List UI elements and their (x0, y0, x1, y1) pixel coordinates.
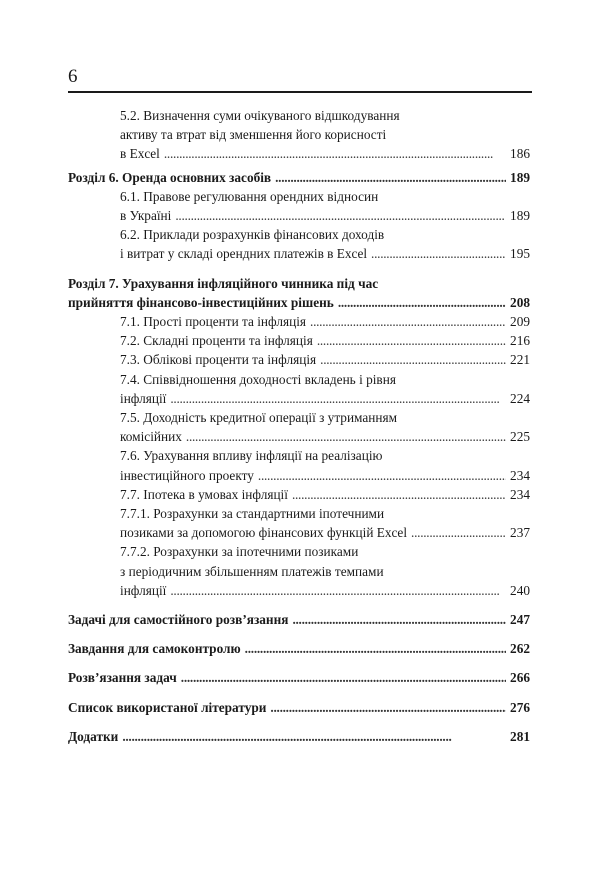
toc-entry-7-1[interactable] (68, 312, 530, 331)
toc-page-number: 266 (510, 670, 530, 686)
toc-page-number: 189 (510, 169, 530, 185)
toc-section-references[interactable] (68, 698, 530, 717)
dot-leader (164, 144, 506, 163)
toc-section-7[interactable] (68, 274, 530, 312)
toc-section-title: Розділ 6. Оренда основних засобів (68, 169, 272, 185)
toc-entry-6-1[interactable] (68, 187, 530, 225)
toc-page-number: 281 (510, 728, 530, 744)
header-rule (68, 91, 532, 93)
toc-page-number: 276 (510, 699, 530, 715)
dot-leader (170, 581, 506, 600)
table-of-contents (68, 106, 530, 746)
dot-leader (181, 668, 506, 687)
toc-page-number: 262 (510, 641, 530, 657)
toc-entry-text: з періодичним збільшенням платежів темпами (120, 563, 384, 579)
toc-entry-text: 7.1. Прості проценти та інфляція (120, 314, 307, 330)
toc-entry-text: 6.1. Правове регулювання орендних відносин (120, 188, 379, 204)
toc-section-title: Завдання для самоконтролю (68, 641, 241, 657)
toc-section-appendices[interactable] (68, 727, 530, 746)
toc-entry-6-2[interactable] (68, 225, 530, 263)
toc-entry-text: і витрат у складі орендних платежів в Excel (120, 246, 368, 262)
dot-leader (292, 610, 506, 629)
toc-entry-7-3[interactable] (68, 350, 530, 369)
toc-section-title: Задачі для самостійного розв’язання (68, 612, 289, 628)
toc-entry-text: інфляції (120, 582, 167, 598)
dot-leader (122, 727, 506, 746)
dot-leader (310, 312, 506, 331)
dot-leader (371, 244, 506, 263)
toc-entry-text: інфляції (120, 390, 167, 406)
toc-entry-7-7-1[interactable] (68, 504, 530, 542)
toc-entry-text: позиками за допомогою фінансових функцій Excel (120, 525, 408, 541)
toc-entry-7-4[interactable] (68, 370, 530, 408)
toc-section-title: Список використаної літератури (68, 699, 267, 715)
dot-leader (245, 639, 506, 658)
toc-page-number: 237 (510, 525, 530, 541)
toc-entry-text: 7.7.1. Розрахунки за стандартними іпотечними (120, 506, 385, 522)
toc-entry-text: комісійних (120, 429, 182, 445)
toc-page-number: 189 (510, 208, 530, 224)
toc-entry-text: 7.5. Доходність кредитної операції з утриманням (120, 410, 398, 426)
toc-entry-text: в Excel (120, 146, 160, 162)
toc-entry-text: в Україні (120, 208, 172, 224)
toc-entry-text: 6.2. Приклади розрахунків фінансових доходів (120, 227, 385, 243)
dot-leader (270, 698, 506, 717)
dot-leader (175, 206, 506, 225)
toc-page-number: 247 (510, 612, 530, 628)
toc-entry-text: 5.2. Визначення суми очікуваного відшкодування (120, 108, 400, 123)
toc-entry-7-7[interactable] (68, 485, 530, 504)
toc-page-number: 240 (510, 582, 530, 598)
toc-page-number: 216 (510, 333, 530, 349)
toc-section-solutions[interactable] (68, 668, 530, 687)
dot-leader (338, 293, 506, 312)
dot-leader (258, 466, 506, 485)
toc-section-title: Розділ 7. Урахування інфляційного чинника під час (68, 275, 379, 291)
toc-entry-text: 7.2. Складні проценти та інфляція (120, 333, 313, 349)
toc-entry-text: 7.3. Облікові проценти та інфляція (120, 352, 317, 368)
dot-leader (275, 168, 506, 187)
toc-page-number: 208 (510, 294, 530, 310)
toc-page-number: 234 (510, 486, 530, 502)
toc-section-title: Додатки (68, 728, 119, 744)
toc-entry-7-7-2[interactable] (68, 542, 530, 600)
toc-page-number: 209 (510, 314, 530, 330)
dot-leader (186, 427, 506, 446)
toc-entry-text: 7.6. Урахування впливу інфляції на реалізацію (120, 448, 383, 464)
toc-page-number: 221 (510, 352, 530, 368)
toc-page-number: 225 (510, 429, 530, 445)
toc-entry-text: інвестиційного проекту (120, 467, 254, 483)
toc-entry-text: 7.4. Співвідношення доходності вкладень і рівня (120, 371, 396, 387)
toc-section-exercises[interactable] (68, 610, 530, 629)
toc-section-6[interactable] (68, 168, 530, 187)
toc-page-number: 234 (510, 467, 530, 483)
dot-leader (170, 389, 506, 408)
toc-entry-7-6[interactable] (68, 446, 530, 484)
dot-leader (411, 523, 506, 542)
toc-entry-text: 7.7.2. Розрахунки за іпотечними позиками (120, 544, 359, 560)
toc-entry-7-2[interactable] (68, 331, 530, 350)
toc-entry-7-5[interactable] (68, 408, 530, 446)
toc-page-number: 224 (510, 390, 530, 406)
toc-entry-text: активу та втрат від зменшення його корисності (120, 127, 387, 143)
page-number: 6 (68, 66, 78, 87)
toc-entry-5-2[interactable] (68, 106, 530, 164)
toc-section-title: прийняття фінансово-інвестиційних рішень (68, 294, 334, 310)
dot-leader (317, 331, 506, 350)
dot-leader (320, 350, 506, 369)
dot-leader (292, 485, 506, 504)
toc-section-self-control[interactable] (68, 639, 530, 658)
toc-page-number: 195 (510, 246, 530, 262)
toc-section-title: Розв’язання задач (68, 670, 177, 686)
toc-page-number: 186 (510, 146, 530, 162)
toc-entry-text: 7.7. Іпотека в умовах інфляції (120, 486, 288, 502)
